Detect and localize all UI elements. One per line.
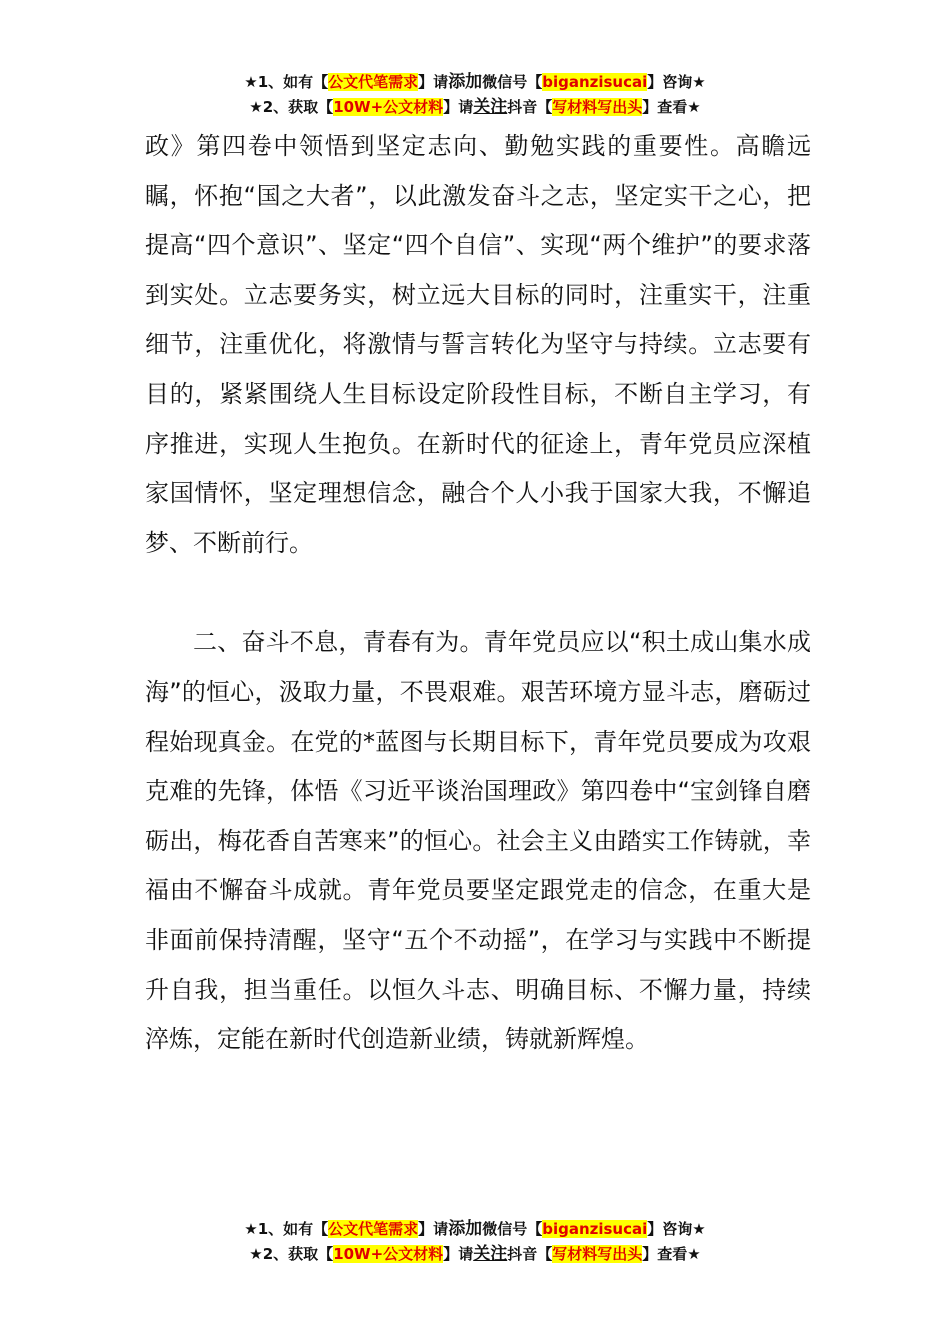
- banner-line-2-suffix: 】查看★: [642, 1245, 701, 1263]
- banner-line-1-emphasis: 添加: [448, 1219, 483, 1239]
- banner-line-2-prefix: ★2、获取【: [249, 1245, 334, 1263]
- banner-line-1-mid-2: 微信号【: [482, 73, 543, 91]
- banner-line-2: [0, 1242, 950, 1267]
- banner-line-1-suffix: 】咨询★: [647, 73, 706, 91]
- banner-line-1-prefix: ★1、如有【: [244, 73, 329, 91]
- banner-line-2-highlight-douyin: 写材料写出头: [552, 98, 643, 116]
- banner-line-2-prefix: ★2、获取【: [249, 98, 334, 116]
- banner-line-1-prefix: ★1、如有【: [244, 1220, 329, 1238]
- banner-line-1: [0, 70, 950, 95]
- banner-line-1-mid-2: 微信号【: [482, 1220, 543, 1238]
- banner-line-2-emphasis: 关注: [473, 97, 508, 117]
- header-banner: [0, 70, 950, 120]
- document-body: [145, 122, 811, 1065]
- banner-line-2-emphasis: 关注: [473, 1244, 508, 1264]
- body-paragraph-1: 政》第四卷中领悟到坚定志向、勤勉实践的重要性。高瞻远瞩，怀抱“国之大者”，以此激发奋斗之志，坚定实干之心，把提高“四个意识”、坚定“四个自信”、实现“两个维护”的要求落到实处。立志要务实，树立远大目标的同时，注重实干，注重细节，注重优化，将激情与誓言转化为坚守与持续。立志要有目的，紧紧围绕人生目标设定阶段性目标，不断自主学习，有序推进，实现人生抱负。在新时代的征途上，青年党员应深植家国情怀，坚定理想信念，融合个人小我于国家大我，不懈追梦、不断前行。: [145, 132, 811, 557]
- banner-line-2-highlight-douyin: 写材料写出头: [552, 1245, 643, 1263]
- banner-line-2-mid-2: 抖音【: [507, 1245, 553, 1263]
- banner-line-1-highlight-service: 公文代笔需求: [328, 73, 419, 91]
- banner-line-1-highlight-wechat: biganzisucai: [542, 73, 648, 91]
- banner-line-1-mid: 】请: [418, 1220, 449, 1238]
- footer-banner: [0, 1217, 950, 1267]
- banner-line-1-mid: 】请: [418, 73, 449, 91]
- banner-line-2: [0, 95, 950, 120]
- banner-line-2-suffix: 】查看★: [642, 98, 701, 116]
- body-paragraph-2: 二、奋斗不息，青春有为。青年党员应以“积土成山集水成海”的恒心，汲取力量，不畏艰难。艰苦环境方显斗志，磨砺过程始现真金。在党的*蓝图与长期目标下，青年党员要成为攻艰克难的先锋，体悟《习近平谈治国理政》第四卷中“宝剑锋自磨砺出，梅花香自苦寒来”的恒心。社会主义由踏实工作铸就，幸福由不懈奋斗成就。青年党员要坚定跟党走的信念，在重大是非面前保持清醒，坚守“五个不动摇”，在学习与实践中不断提升自我，担当重任。以恒久斗志、明确目标、不懈力量，持续淬炼，定能在新时代创造新业绩，铸就新辉煌。: [145, 628, 811, 1054]
- banner-line-2-mid: 】请: [443, 98, 474, 116]
- banner-line-2-highlight-materials: 10W+公文材料: [333, 98, 444, 116]
- banner-line-1-highlight-service: 公文代笔需求: [328, 1220, 419, 1238]
- banner-line-1-emphasis: 添加: [448, 72, 483, 92]
- banner-line-1: [0, 1217, 950, 1242]
- banner-line-2-mid: 】请: [443, 1245, 474, 1263]
- banner-line-2-highlight-materials: 10W+公文材料: [333, 1245, 444, 1263]
- banner-line-1-suffix: 】咨询★: [647, 1220, 706, 1238]
- banner-line-1-highlight-wechat: biganzisucai: [542, 1220, 648, 1238]
- banner-line-2-mid-2: 抖音【: [507, 98, 553, 116]
